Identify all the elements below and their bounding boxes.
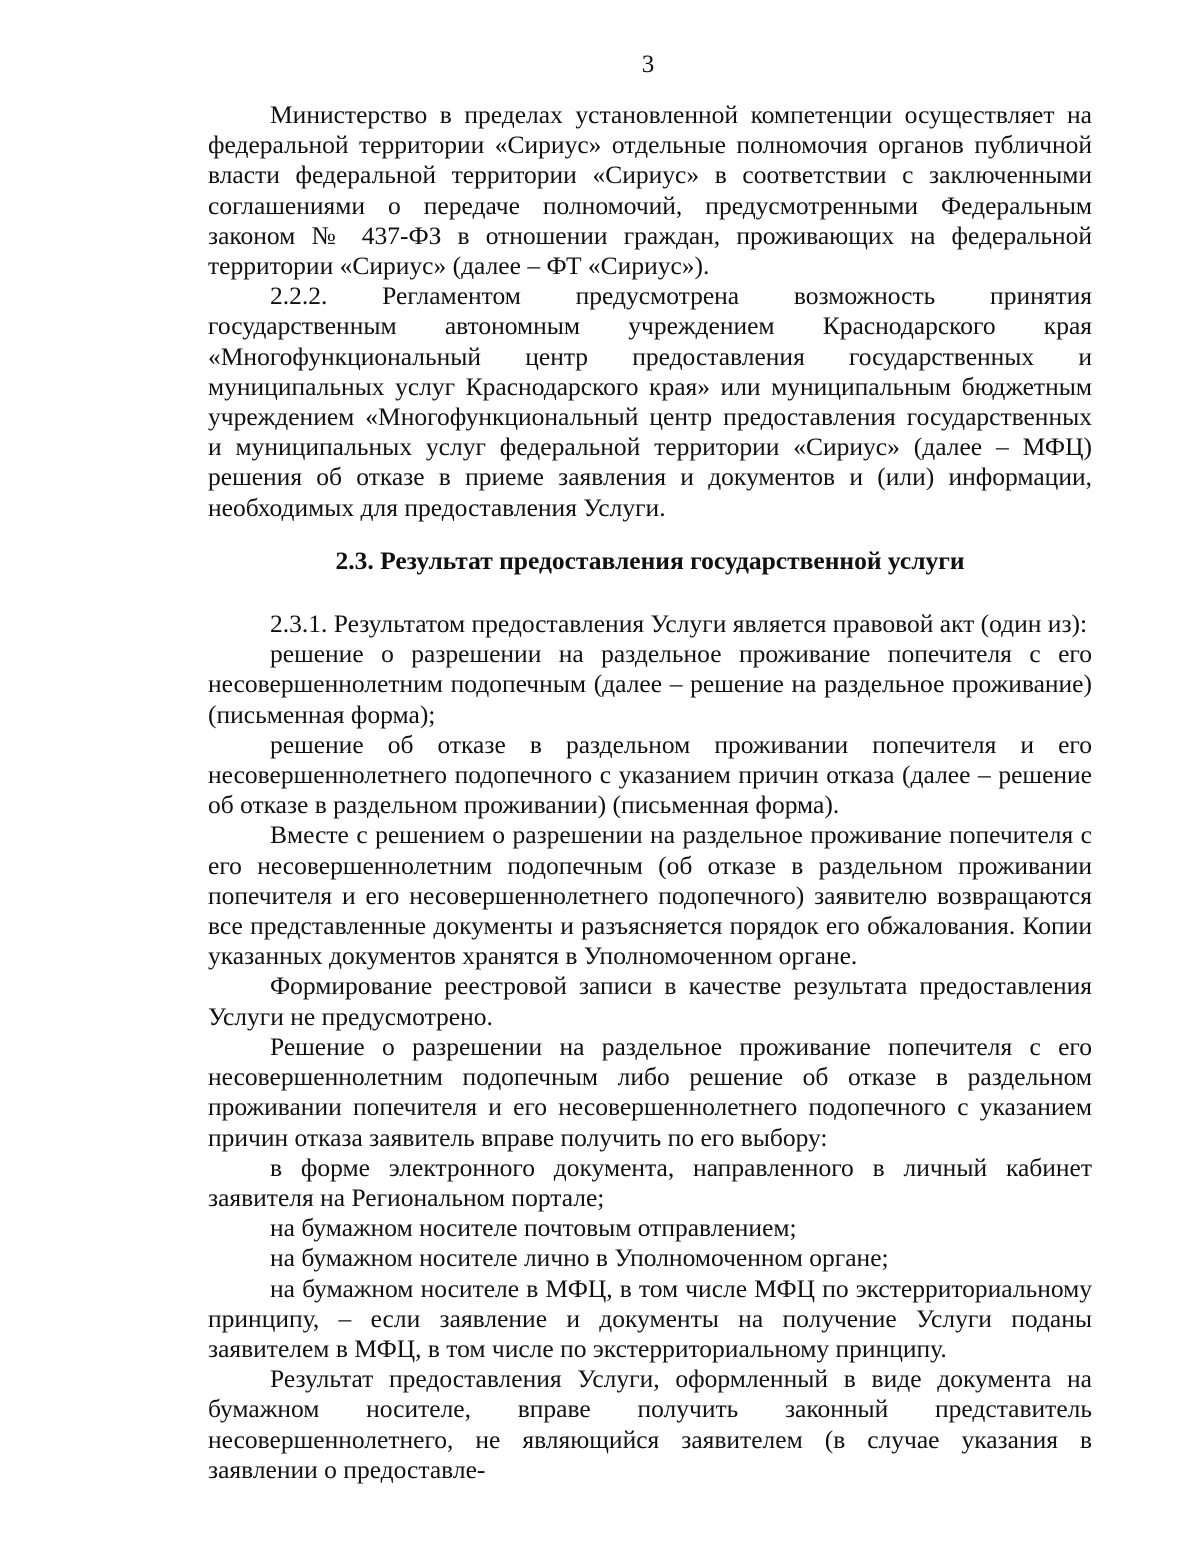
- list-item-electronic: в форме электронного документа, направленного в личный кабинет заявителя на Региональном портале;: [208, 1152, 1092, 1212]
- paragraph-2-2-2: 2.2.2. Регламентом предусмотрена возможность принятия государственным автономным учреждением Краснодарского края «Многофункциональный центр предоставления государственных и муниципальных услуг Краснодарского края» или муниципальным бюджетным учреждением «Многофункциональный центр предоставления государственных и муниципальных услуг федеральной территории «Сириус» (далее – МФЦ) решения об отказе в приеме заявления и документов и (или) информации, необходимых для предоставления Услуги.: [208, 281, 1092, 522]
- document-body: [208, 100, 1092, 1485]
- paragraph-decision-refusal: решение об отказе в раздельном проживании попечителя и его несовершеннолетнего подопечного с указанием причин отказа (далее – решение об отказе в раздельном проживании) (письменная форма).: [208, 729, 1092, 820]
- paragraph-ministry-powers: Министерство в пределах установленной компетенции осуществляет на федеральной территории «Сириус» отдельные полномочия органов публичной власти федеральной территории «Сириус» в соответствии с заключенными соглашениями о передаче полномочий, предусмотренными Федеральным законом № 437-ФЗ в отношении граждан, проживающих на федеральной территории «Сириус» (далее – ФТ «Сириус»).: [208, 100, 1092, 281]
- paragraph-decision-permit: решение о разрешении на раздельное проживание попечителя с его несовершеннолетним подопечным (далее – решение на раздельное проживание) (письменная форма);: [208, 639, 1092, 729]
- page-number: 3: [641, 51, 655, 78]
- list-item-mail: на бумажном носителе почтовым отправлением;: [270, 1213, 797, 1243]
- paragraph-receipt-options: Решение о разрешении на раздельное проживание попечителя с его несовершеннолетним подопечным либо решение об отказе в раздельном проживании попечителя и его несовершеннолетнего подопечного с указанием причин отказа заявитель вправе получить по его выбору:: [208, 1031, 1092, 1152]
- section-heading-2-3: 2.3. Результат предоставления государственной услуги: [335, 545, 965, 575]
- paragraph-legal-representative: Результат предоставления Услуги, оформленный в виде документа на бумажном носителе, вправе получить законный представитель несовершеннолетнего, не являющийся заявителем (в случае указания в заявлении о предоставле-: [208, 1364, 1092, 1484]
- paragraph-documents-returned: Вместе с решением о разрешении на раздельное проживание попечителя с его несовершеннолетним подопечным (об отказе в раздельном проживании попечителя и его несовершеннолетнего подопечного) заявителю возвращаются все представленные документы и разъясняется порядок его обжалования. Копии указанных документов хранятся в Уполномоченном органе.: [208, 820, 1092, 971]
- paragraph-2-3-1: 2.3.1. Результатом предоставления Услуги является правовой акт (один из):: [270, 609, 1088, 639]
- list-item-mfc: на бумажном носителе в МФЦ, в том числе МФЦ по экстерриториальному принципу, – если заявление и документы на получение Услуги поданы заявителем в МФЦ, в том числе по экстерриториальному принципу.: [208, 1273, 1092, 1363]
- list-item-in-person: на бумажном носителе лично в Уполномоченном органе;: [270, 1243, 889, 1273]
- paragraph-registry-record: Формирование реестровой записи в качестве результата предоставления Услуги не предусмотрено.: [208, 971, 1092, 1031]
